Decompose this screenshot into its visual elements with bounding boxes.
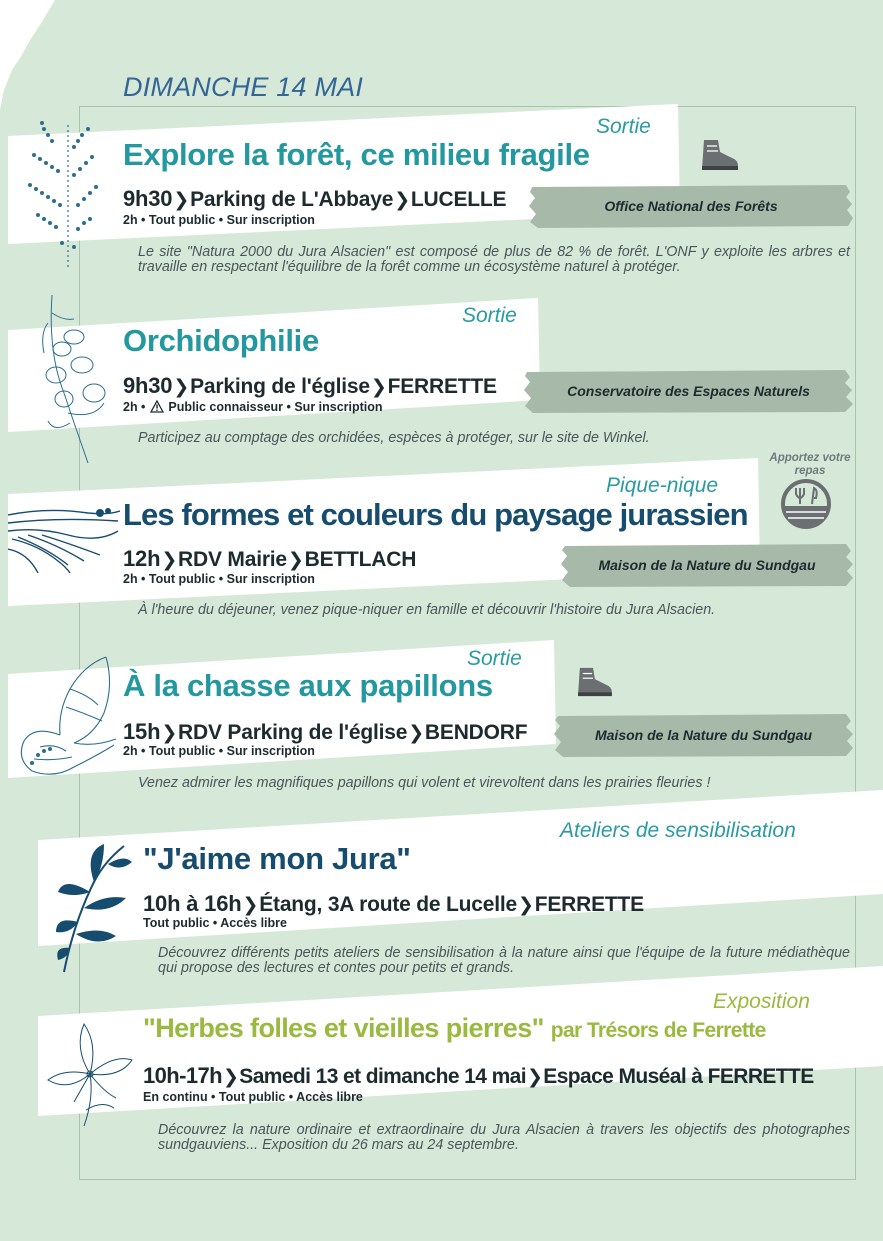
event-time: 9h30 [123,186,173,211]
event-town: BETTLACH [304,548,417,571]
event-place: RDV Mairie [178,548,287,571]
event-location [143,891,644,917]
event-location [123,186,506,212]
chevron-right-icon: ❯ [161,723,178,744]
sprig-illustration-icon [22,115,100,270]
event-time: 15h [123,719,161,744]
butterfly-illustration-icon [14,655,120,780]
torn-paper-corner [0,0,60,120]
event-title: Explore la forêt, ce milieu fragile [123,137,590,172]
event-details: 2h • Tout public • Sur inscription [123,213,315,227]
bring-meal-label: Apportez votre repas [769,452,851,477]
event-town: FERRETTE [534,893,644,916]
event-title: "J'aime mon Jura" [143,841,411,876]
event-town: BENDORF [424,721,528,744]
organizer-name: Conservatoire des Espaces Naturels [567,383,810,399]
event-title [143,1013,766,1044]
event-place: Parking de L'Abbaye [190,188,394,211]
organizer-name: Maison de la Nature du Sundgau [598,557,816,573]
event-time: 9h30 [123,373,173,398]
chevron-right-icon: ❯ [173,190,190,211]
chevron-right-icon: ❯ [173,377,190,398]
event-category: Sortie [467,647,522,670]
chevron-right-icon: ❯ [517,895,534,916]
event-description: Venez admirer les magnifiques papillons qui volent et virevoltent dans les prairies fleuries ! [138,775,711,791]
event-details: 2h • Tout public • Sur inscription [123,744,315,758]
chevron-right-icon: ❯ [526,1067,543,1088]
event-location [123,719,527,745]
event-category: Ateliers de sensibilisation [560,819,796,842]
event-place: Espace Muséal à FERRETTE [543,1065,814,1088]
event-time: 10h-17h [143,1063,222,1088]
event-category: Sortie [462,304,517,327]
chevron-right-icon: ❯ [242,895,259,916]
event-place: Étang, 3A route de Lucelle [259,893,517,916]
exhibition-title: "Herbes folles et vieilles pierres" [143,1013,544,1043]
organizer-name: Maison de la Nature du Sundgau [594,727,813,743]
hiking-boot-icon [574,666,614,698]
event-title: Orchidophilie [123,323,319,358]
date-heading: DIMANCHE 14 MAI [123,72,364,102]
event-description: Participez au comptage des orchidées, espèces à protéger, sur le site de Winkel. [138,430,650,446]
event-title: À la chasse aux papillons [123,668,493,703]
event-town: LUCELLE [410,188,507,211]
chevron-right-icon: ❯ [408,723,424,744]
organizer-badge [560,543,854,587]
event-description: À l'heure du déjeuner, venez pique-niquer en famille et découvrir l'histoire du Jura Alsacien. [138,602,716,618]
event-location [123,546,416,572]
event-details: 2h • Tout public • Sur inscription [123,572,315,586]
chevron-right-icon: ❯ [222,1067,239,1088]
event-details: Tout public • Accès libre [143,916,287,930]
event-category: Sortie [596,115,651,138]
chevron-right-icon: ❯ [287,550,304,571]
event-time: 12h [123,546,161,571]
event-details: En continu • Tout public • Accès libre [143,1090,363,1104]
event-dates: Samedi 13 et dimanche 14 mai [239,1065,526,1088]
organizer-badge [528,184,854,228]
event-description: Le site "Natura 2000 du Jura Alsacien" est composé de plus de 82 % de forêt. L'ONF y exploite les arbres et travaille en respectant l'équilibre de la forêt comme un écosystème naturel à protéger. [138,244,850,275]
event-category: Exposition [713,990,810,1013]
event-place: Parking de l'église [190,375,370,398]
landscape-illustration-icon [8,505,120,573]
orchid-illustration-icon [34,293,108,465]
picnic-basket-icon [780,478,832,530]
chevron-right-icon: ❯ [161,550,178,571]
event-title: Les formes et couleurs du paysage jurassien [123,497,748,532]
warning-icon [150,400,164,413]
event-details: 2h • Public connaisseur • Sur inscription [123,400,383,414]
hiking-boot-icon [698,138,740,172]
event-description: Découvrez la nature ordinaire et extraordinaire du Jura Alsacien à travers les objectifs des photographes sundgauviens... Exposition du 26 mars au 24 septembre. [158,1122,850,1153]
event-place: RDV Parking de l'église [178,721,408,744]
chevron-right-icon: ❯ [394,190,410,211]
event-description: Découvrez différents petits ateliers de sensibilisation à la nature ainsi que l'équipe de la future médiathèque qui propose des lectures et contes pour petits et grands. [158,945,850,976]
event-location [143,1063,814,1089]
event-time: 10h à 16h [143,891,242,916]
chevron-right-icon: ❯ [370,377,387,398]
event-town: FERRETTE [387,375,497,398]
organizer-name: Office National des Forêts [604,198,778,214]
organizer-badge [553,713,854,757]
leafy-branch-illustration-icon [54,842,134,974]
event-category: Pique-nique [606,474,719,497]
lily-flower-illustration-icon [44,1018,136,1128]
event-location [123,373,497,399]
organizer-badge [523,369,854,413]
exhibition-byline: par Trésors de Ferrette [550,1019,766,1042]
